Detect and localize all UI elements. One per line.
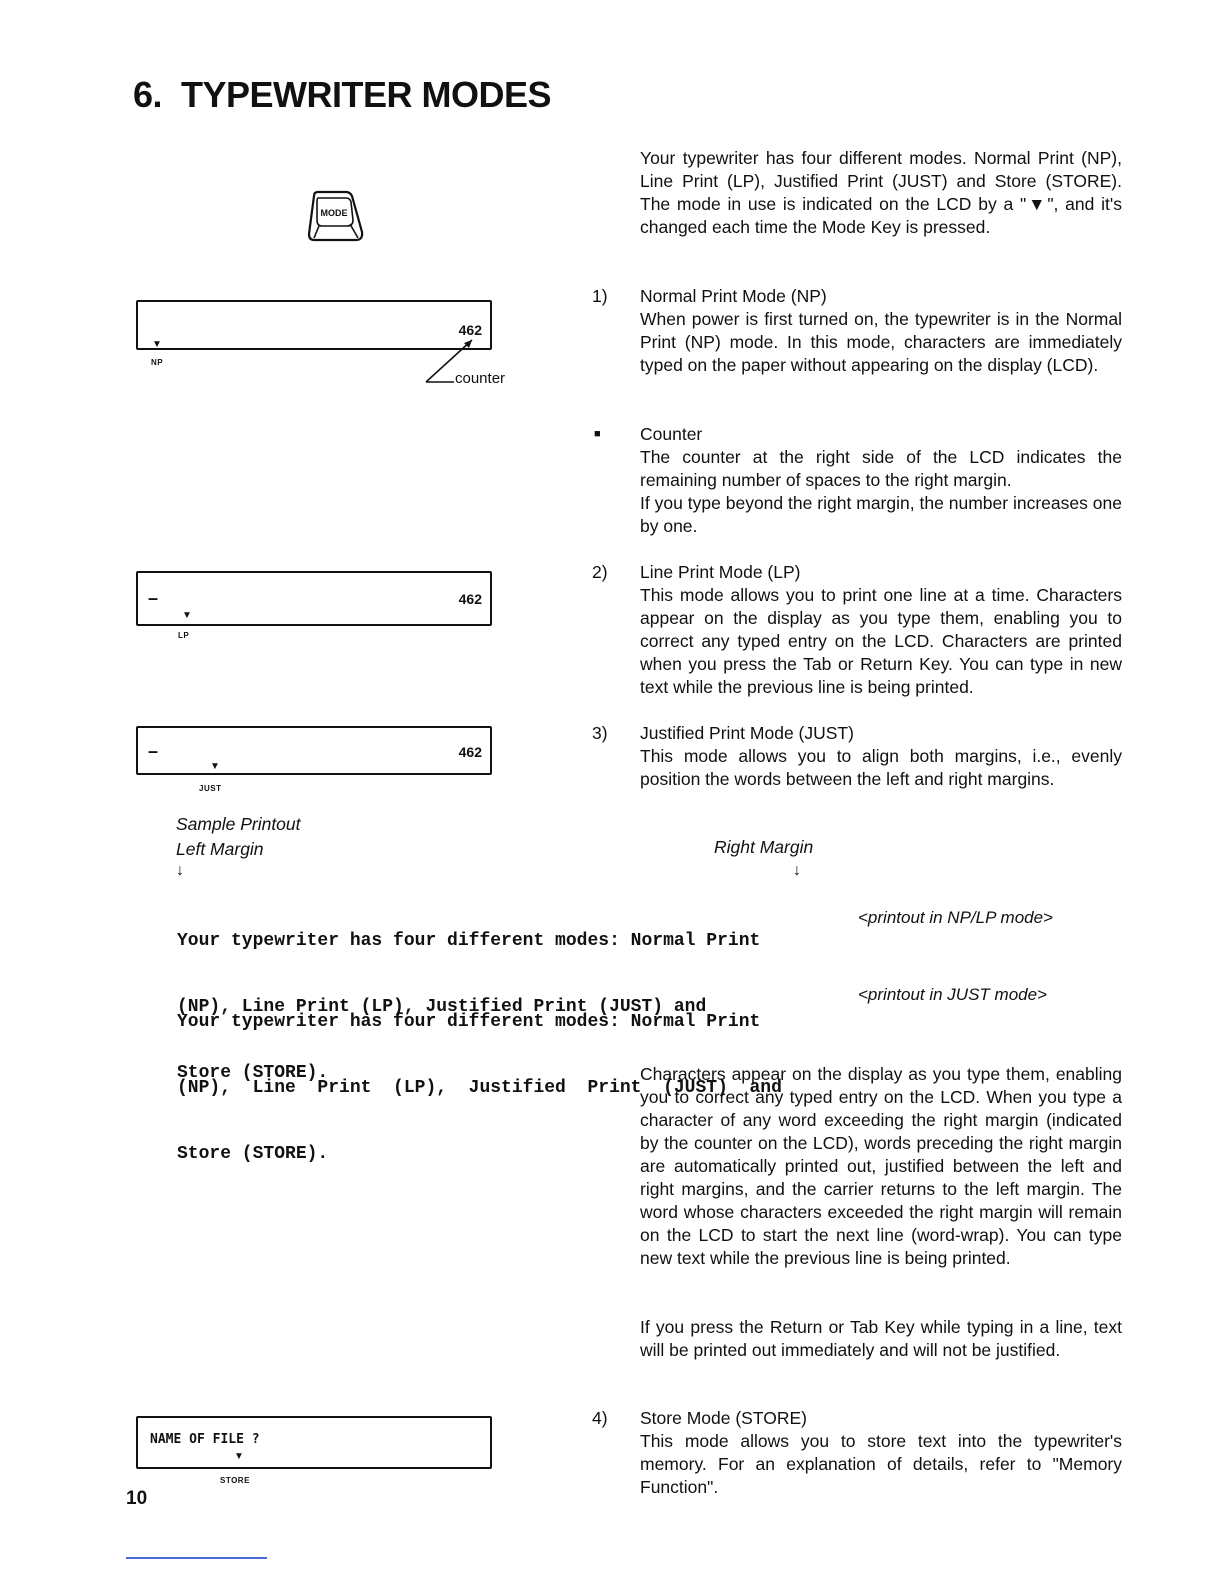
section-number: 3) [592,723,608,743]
printout-line: Your typewriter has four different modes: Normal Print [177,1012,761,1032]
printout-line: Your typewriter has four different modes: Normal Print [177,931,761,951]
section-number: 4) [592,1408,608,1428]
svg-text:MODE: MODE [320,208,348,218]
mode-indicator-icon: ▼ [182,610,192,621]
lcd-prompt: NAME OF FILE ? [150,1432,260,1447]
lcd-mode-tag: NP [151,358,164,367]
printout-line: (NP), Line Print (LP), Justified Print (JUST) and [177,997,707,1017]
section-counter [640,423,1122,538]
section-number: 1) [592,286,608,306]
section-heading: Normal Print Mode (NP) [640,286,827,306]
lcd-counter: 462 [458,322,482,338]
counter-label: counter [455,370,506,387]
page-title: 6. TYPEWRITER MODES [133,74,552,115]
just-detail-paragraph: Characters appear on the display as you type them, enabling you to correct any typed entry on the LCD. When you type a character of any word exceeding the right margin (indicated by the counter on the LCD), words preceding the right margin are automatically printed out, justified between the left and right margins, and the carrier returns to the left margin. The word whose characters exceeded the right margin will remain on the LCD to start the next line (word-wrap). You can type new text while the previous line is being printed. [640,1064,1122,1268]
printout-line: (NP), Line Print (LP), Justified Print (JUST) and [177,1078,782,1098]
sample-heading: Sample Printout [176,814,301,834]
just-detail-paragraph: If you press the Return or Tab Key while typing in a line, text will be printed out immediately and will not be justified. [640,1317,1122,1360]
lcd-counter: 462 [458,744,482,760]
footer-rule [126,1557,267,1559]
section-heading: Line Print Mode (LP) [640,562,801,582]
bullet-icon: ■ [594,428,601,440]
printout-caption: <printout in NP/LP mode> [858,908,1053,927]
lcd-mode-tag: STORE [220,1476,250,1485]
mode-indicator-icon: ▼ [152,339,162,350]
section-body: This mode allows you to store text into the typewriter's memory. For an explanation of details, refer to "Memory Function". [640,1431,1122,1497]
lcd-counter: 462 [458,591,482,607]
page-number: 10 [126,1488,148,1509]
right-margin-arrow-icon: ↓ [793,862,801,879]
right-margin-label: Right Margin [714,837,814,857]
section-body: The counter at the right side of the LCD indicates the remaining number of spaces to the right margin. [640,447,1122,490]
intro-paragraph: Your typewriter has four different modes. Normal Print (NP), Line Print (LP), Justified Print (JUST) and Store (STORE). The mode in use is indicated on the LCD by a "▼", and it's changed each time the Mode Key is pressed. [640,148,1122,237]
printout-line: Store (STORE). [177,1144,329,1164]
lcd-cursor: – [148,741,159,761]
left-margin-label: Left Margin [176,839,264,859]
printout-line: Store (STORE). [177,1063,329,1083]
printout-caption: <printout in JUST mode> [858,985,1047,1004]
lcd-just-display [136,726,492,775]
mode-indicator-icon: ▼ [234,1451,244,1462]
section-store [640,1407,1122,1499]
mode-key-icon [306,188,368,246]
lcd-mode-tag: JUST [199,784,222,793]
section-heading: Store Mode (STORE) [640,1408,807,1428]
section-body: This mode allows you to print one line at a time. Characters appear on the display as you type them, enabling you to correct any typed entry on the LCD. Characters are printed when you press the Tab or Return Key. You can type in new text while the previous line is being printed. [640,585,1122,697]
lcd-store-display [136,1416,492,1469]
section-lp [640,561,1122,699]
lcd-cursor: – [148,588,159,608]
section-np [640,285,1122,377]
section-heading: Justified Print Mode (JUST) [640,723,854,743]
lcd-lp-display [136,571,492,626]
left-margin-arrow-icon: ↓ [176,862,184,879]
section-just [640,722,1122,791]
lcd-mode-tag: LP [178,631,190,640]
section-number: 2) [592,562,608,582]
section-body: This mode allows you to align both margins, i.e., evenly position the words between the left and right margins. [640,746,1122,789]
section-body: When power is first turned on, the typewriter is in the Normal Print (NP) mode. In this mode, characters are immediately typed on the paper without appearing on the display (LCD). [640,309,1122,375]
mode-indicator-icon: ▼ [210,761,220,772]
section-heading: Counter [640,424,703,444]
section-body: If you type beyond the right margin, the number increases one by one. [640,493,1122,536]
